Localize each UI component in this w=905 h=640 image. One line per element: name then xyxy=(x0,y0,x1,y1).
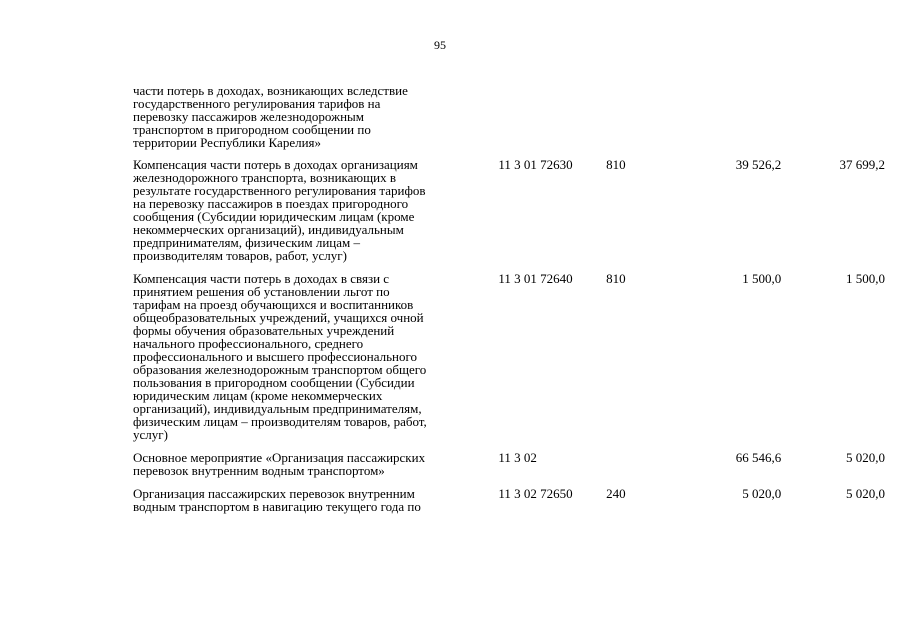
row-name: Организация пассажирских перевозок внутренним водным транспортом в навигацию текущего года по xyxy=(133,486,421,514)
row-code: 11 3 02 72650 xyxy=(498,486,573,501)
row-expense-type: 810 xyxy=(606,271,626,286)
row-name: части потерь в доходах, возникающих вследствие государственного регулирования тарифов на перевозку пассажиров железнодорожным транспортом в пригородном сообщении по территории Республики Карелия» xyxy=(133,83,408,150)
row-expense-type xyxy=(606,84,666,158)
row-code: 11 3 01 72640 xyxy=(498,271,573,286)
row-value-2: 5 020,0 xyxy=(846,486,885,501)
table-row xyxy=(133,487,885,523)
row-expense-type: 810 xyxy=(606,157,626,172)
budget-table xyxy=(133,84,885,523)
table-row xyxy=(133,84,885,158)
row-value-1: 66 546,6 xyxy=(735,450,782,465)
row-name: Компенсация части потерь в доходах в связи с принятием решения об установлении льгот по тарифам на проезд обучающихся и воспитанников общеобразовательных учреждений, учащихся очной формы обучения образовательных учреждений начального профессионального, среднего профессионального и высшего профессионального образования железнодорожным транспортом общего пользования в пригородном сообщении (Субсидии юридическим лицам (кроме некоммерческих организаций), индивидуальным предпринимателям, физическим лицам – производителям товаров, работ, услуг) xyxy=(133,271,427,442)
row-value-2: 37 699,2 xyxy=(839,157,885,172)
row-value-1: 5 020,0 xyxy=(742,486,782,501)
row-code xyxy=(483,84,606,158)
page-number: 95 xyxy=(434,38,446,52)
table-row xyxy=(133,451,885,487)
row-code: 11 3 02 xyxy=(498,450,537,465)
table-row xyxy=(133,158,885,272)
row-expense-type xyxy=(606,451,666,487)
row-value-1: 39 526,2 xyxy=(735,157,782,172)
row-value-2: 1 500,0 xyxy=(846,271,885,286)
row-value-2 xyxy=(781,84,885,158)
row-name: Компенсация части потерь в доходах организациям железнодорожного транспорта, возникающих в результате государственного регулирования тарифов на перевозку пассажиров в поездах пригородного сообщения (Субсидии юридическим лицам (кроме некоммерческих организаций), индивидуальным предпринимателям, физическим лицам – производителям товаров, работ, услуг) xyxy=(133,157,426,263)
row-name: Основное мероприятие «Организация пассажирских перевозок внутренним водным транспортом» xyxy=(133,450,426,478)
row-code: 11 3 01 72630 xyxy=(498,157,573,172)
row-value-1: 1 500,0 xyxy=(742,271,782,286)
table-row xyxy=(133,272,885,451)
row-value-1 xyxy=(667,84,782,158)
row-expense-type: 240 xyxy=(606,486,626,501)
row-value-2: 5 020,0 xyxy=(846,450,885,465)
